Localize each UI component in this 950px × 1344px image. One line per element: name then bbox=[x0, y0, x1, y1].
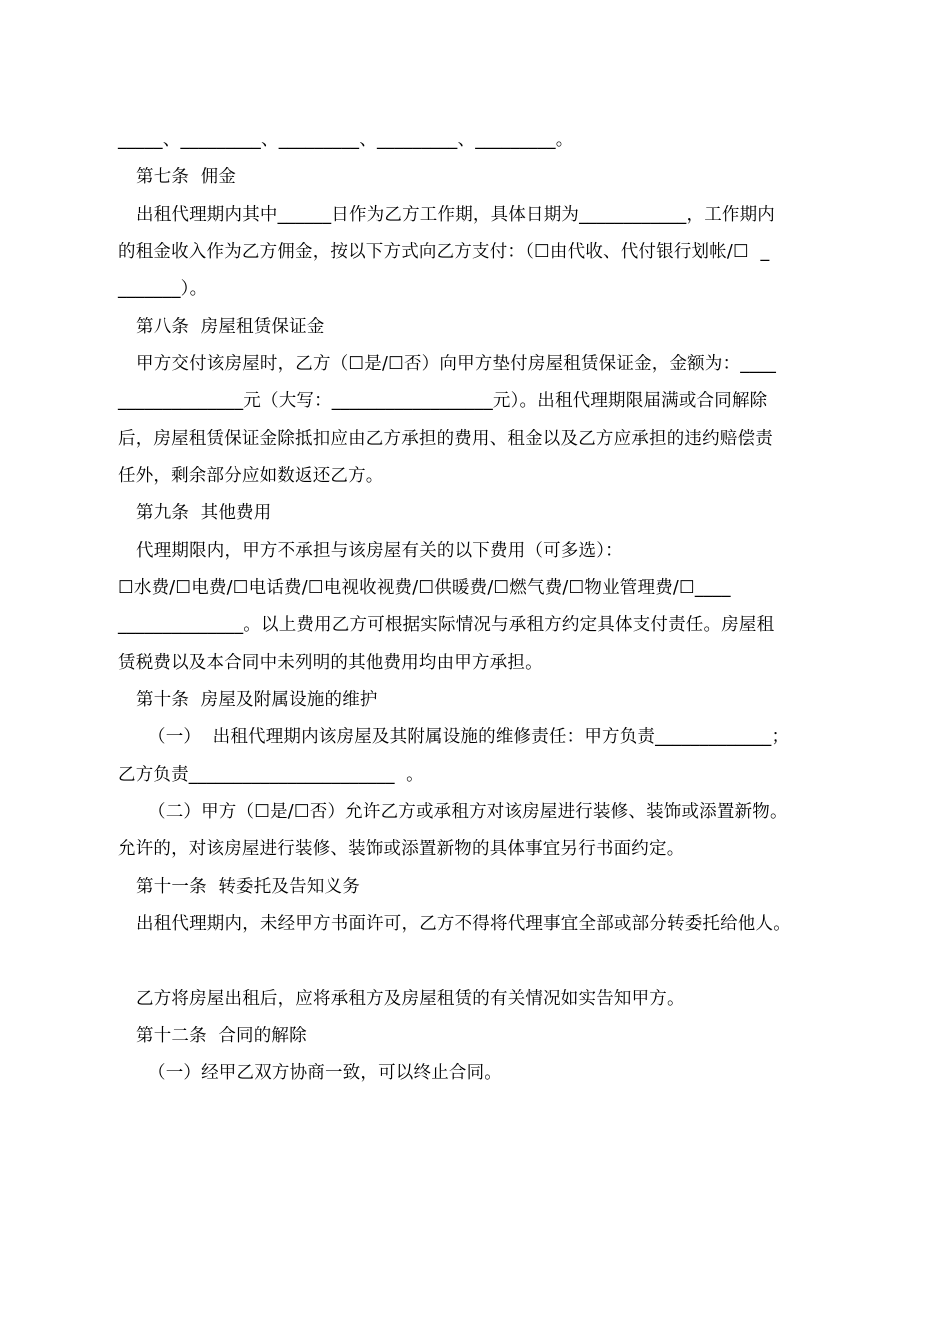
text-line: 乙方将房屋出租后，应将承租方及房屋租赁的有关情况如实告知甲方。 bbox=[136, 989, 685, 1009]
text-line: 后，房屋租赁保证金除抵扣应由乙方承担的费用、租金以及乙方应承担的违约赔偿责 bbox=[118, 429, 773, 449]
text-line: （二）甲方（☐是/☐否）允许乙方或承租方对该房屋进行装修、装饰或添置新物。 bbox=[148, 802, 788, 822]
text-line: 甲方交付该房屋时，乙方（☐是/☐否）向甲方垫付房屋租赁保证金，金额为：____ bbox=[136, 354, 777, 374]
section-heading: 第八条 房屋租赁保证金 bbox=[136, 317, 325, 337]
text-line: _______）。 bbox=[118, 279, 208, 299]
text-line: 出租代理期内其中______日作为乙方工作期，具体日期为____________，工作期内 bbox=[136, 205, 775, 225]
section-heading: 第十一条 转委托及告知义务 bbox=[136, 877, 360, 897]
text-line: 代理期限内，甲方不承担与该房屋有关的以下费用（可多选）： bbox=[136, 541, 623, 561]
section-heading: 第九条 其他费用 bbox=[136, 503, 272, 523]
text-line: ☐水费/☐电费/☐电话费/☐电视收视费/☐供暖费/☐燃气费/☐物业管理费/☐____ bbox=[118, 578, 731, 598]
section-heading: 第十条 房屋及附属设施的维护 bbox=[136, 690, 378, 710]
text-line: （一）经甲乙双方协商一致，可以终止合同。 bbox=[148, 1063, 502, 1083]
text-line: ______________。以上费用乙方可根据实际情况与承租方约定具体支付责任。房屋租 bbox=[118, 615, 775, 635]
text-line: 允许的，对该房屋进行装修、装饰或添置新物的具体事宜另行书面约定。 bbox=[118, 839, 685, 859]
text-line: 赁税费以及本合同中未列明的其他费用均由甲方承担。 bbox=[118, 653, 543, 673]
text-line: 乙方负责_______________________ 。 bbox=[118, 765, 424, 785]
text-line: 任外，剩余部分应如数返还乙方。 bbox=[118, 466, 384, 486]
section-heading: 第十二条 合同的解除 bbox=[136, 1026, 307, 1046]
text-line: （一） 出租代理期内该房屋及其附属设施的维修责任：甲方负责_____________； bbox=[148, 727, 790, 747]
section-heading: 第七条 佣金 bbox=[136, 167, 237, 187]
text-line: _____、_________、_________、_________、_________。 bbox=[118, 130, 574, 150]
text-line: 的租金收入作为乙方佣金，按以下方式向乙方支付：（☐由代收、代付银行划帐/☐ _ bbox=[118, 242, 770, 262]
text-line: ______________元（大写：__________________元）。出租代理期限届满或合同解除 bbox=[118, 391, 768, 411]
text-line: 出租代理期内，未经甲方书面许可，乙方不得将代理事宜全部或部分转委托给他人。 bbox=[136, 914, 791, 934]
